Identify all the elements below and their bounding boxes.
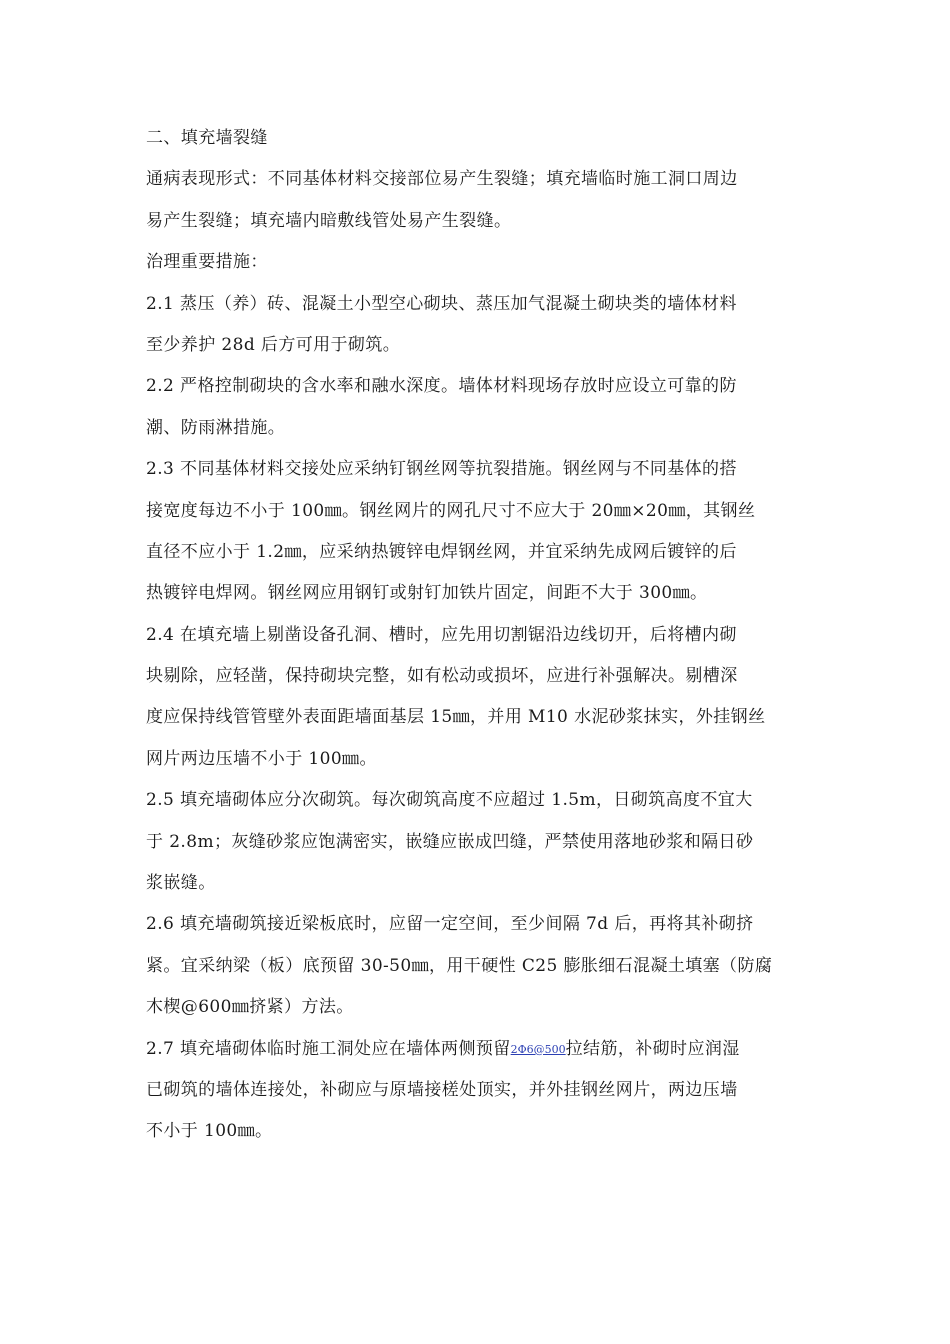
measure-2-5-line-2: 于 2.8m；灰缝砂浆应饱满密实，嵌缝应嵌成凹缝，严禁使用落地砂浆和隔日砂: [146, 831, 754, 852]
measure-2-7-text-before: 2.7 填充墙砌体临时施工洞处应在墙体两侧预留: [146, 1038, 511, 1059]
measure-2-1-line-2: 至少养护 28d 后方可用于砌筑。: [146, 334, 401, 355]
measure-2-3-line-2: 接宽度每边不小于 100㎜。钢丝网片的网孔尺寸不应大于 20㎜×20㎜，其钢丝: [146, 500, 756, 521]
measure-2-6-line-3: 木楔@600㎜挤紧）方法。: [146, 997, 354, 1018]
measure-2-3-line-3: 直径不应小于 1.2㎜，应采纳热镀锌电焊钢丝网，并宜采纳先成网后镀锌的后: [146, 541, 737, 562]
measure-2-6-line-2: 紧。宜采纳梁（板）底预留 30-50㎜，用干硬性 C25 膨胀细石混凝土填塞（防腐: [146, 955, 773, 976]
measure-2-5-line-3: 浆嵌缝。: [146, 873, 216, 894]
measure-2-4-line-4: 网片两边压墙不小于 100㎜。: [146, 748, 377, 769]
measure-2-6-line-1: 2.6 填充墙砌筑接近梁板底时，应留一定空间，至少间隔 7d 后，再将其补砌挤: [146, 914, 754, 935]
symptom-line-2: 易产生裂缝；填充墙内暗敷线管处易产生裂缝。: [146, 210, 512, 231]
measure-2-7-line-2: 已砌筑的墙体连接处，补砌应与原墙接槎处顶实，并外挂钢丝网片，两边压墙: [146, 1079, 738, 1100]
measure-2-4-line-2: 块剔除，应轻凿，保持砌块完整，如有松动或损坏，应进行补强解决。剔槽深: [146, 666, 738, 687]
symptom-line-1: 通病表现形式：不同基体材料交接部位易产生裂缝；填充墙临时施工洞口周边: [146, 169, 738, 190]
measure-2-3-line-4: 热镀锌电焊网。钢丝网应用钢钉或射钉加铁片固定，间距不大于 300㎜。: [146, 583, 708, 604]
measures-title: 治理重要措施：: [146, 252, 268, 273]
measure-2-7-line-1: [146, 1029, 814, 1070]
measure-2-2-line-1: 2.2 严格控制砌块的含水率和融水深度。墙体材料现场存放时应设立可靠的防: [146, 376, 737, 397]
measure-2-2-line-2: 潮、防雨淋措施。: [146, 417, 286, 438]
measure-2-7-line-3: 不小于 100㎜。: [146, 1121, 273, 1142]
measure-2-7-text-after: 拉结筋，补砌时应润湿: [565, 1038, 740, 1059]
measure-2-3-line-1: 2.3 不同基体材料交接处应采纳钉钢丝网等抗裂措施。钢丝网与不同基体的搭: [146, 459, 737, 480]
section-heading: 二、填充墙裂缝: [146, 128, 268, 148]
document-body: [146, 118, 814, 1153]
measure-2-4-line-3: 度应保持线管管壁外表面距墙面基层 15㎜，并用 M10 水泥砂浆抹实，外挂钢丝: [146, 707, 766, 728]
rebar-spec-link[interactable]: 2Φ6@500: [510, 1042, 566, 1056]
measure-2-5-line-1: 2.5 填充墙砌体应分次砌筑。每次砌筑高度不应超过 1.5m，日砌筑高度不宜大: [146, 790, 753, 811]
measure-2-1-line-1: 2.1 蒸压（养）砖、混凝土小型空心砌块、蒸压加气混凝土砌块类的墙体材料: [146, 293, 737, 314]
measure-2-4-line-1: 2.4 在填充墙上剔凿设备孔洞、槽时，应先用切割锯沿边线切开，后将槽内砌: [146, 624, 737, 645]
